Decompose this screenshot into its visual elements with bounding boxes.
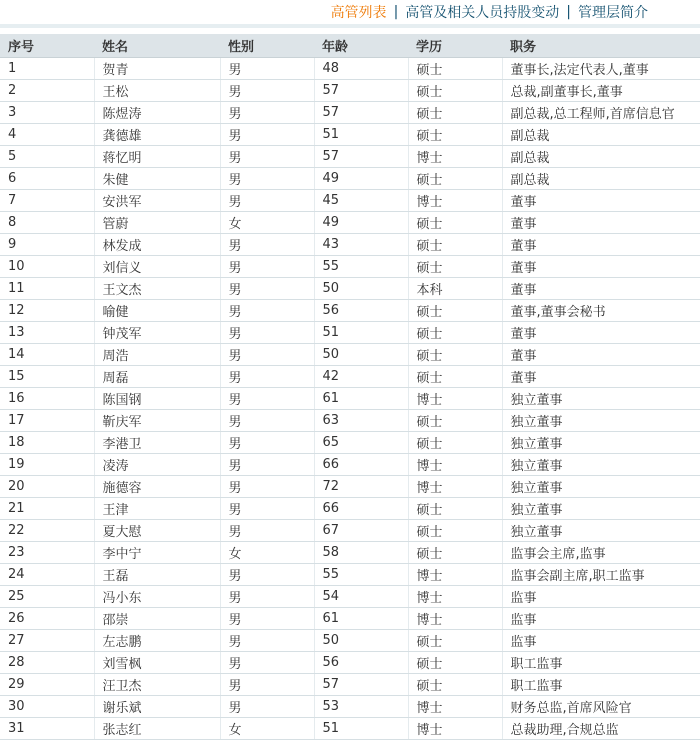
- cell-name: 王磊: [94, 564, 220, 586]
- cell-education: 博士: [408, 476, 502, 498]
- cell-index: 21: [0, 498, 94, 520]
- cell-index: 1: [0, 58, 94, 80]
- cell-index: 9: [0, 234, 94, 256]
- cell-gender: 男: [220, 146, 314, 168]
- cell-position: 董事: [502, 344, 700, 366]
- cell-education: 硕士: [408, 498, 502, 520]
- cell-gender: 男: [220, 102, 314, 124]
- cell-name: 凌涛: [94, 454, 220, 476]
- cell-index: 11: [0, 278, 94, 300]
- cell-position: 副总裁,总工程师,首席信息官: [502, 102, 700, 124]
- cell-name: 钟茂军: [94, 322, 220, 344]
- cell-age: 61: [314, 608, 408, 630]
- cell-gender: 男: [220, 674, 314, 696]
- cell-age: 42: [314, 366, 408, 388]
- cell-gender: 男: [220, 388, 314, 410]
- cell-index: 20: [0, 476, 94, 498]
- cell-gender: 男: [220, 58, 314, 80]
- cell-index: 10: [0, 256, 94, 278]
- cell-education: 硕士: [408, 432, 502, 454]
- col-header-age: 年龄: [314, 34, 408, 58]
- nav-shareholding-changes[interactable]: 高管及相关人员持股变动: [405, 5, 560, 21]
- cell-name: 贺青: [94, 58, 220, 80]
- cell-name: 陈煜涛: [94, 102, 220, 124]
- cell-index: 22: [0, 520, 94, 542]
- table-row: [0, 234, 700, 256]
- nav-executive-list[interactable]: 高管列表: [330, 5, 387, 21]
- cell-name: 陈国钢: [94, 388, 220, 410]
- nav-management-profile[interactable]: 管理层简介: [578, 5, 648, 21]
- cell-index: 8: [0, 212, 94, 234]
- cell-position: 独立董事: [502, 454, 700, 476]
- cell-gender: 男: [220, 80, 314, 102]
- cell-gender: 男: [220, 410, 314, 432]
- table-row: [0, 146, 700, 168]
- cell-name: 王松: [94, 80, 220, 102]
- cell-name: 李港卫: [94, 432, 220, 454]
- col-header-name: 姓名: [94, 34, 220, 58]
- cell-age: 57: [314, 102, 408, 124]
- cell-position: 董事: [502, 190, 700, 212]
- cell-gender: 男: [220, 168, 314, 190]
- cell-position: 副总裁: [502, 124, 700, 146]
- cell-age: 51: [314, 124, 408, 146]
- cell-index: 17: [0, 410, 94, 432]
- cell-index: 14: [0, 344, 94, 366]
- table-row: [0, 630, 700, 652]
- cell-index: 30: [0, 696, 94, 718]
- cell-position: 董事: [502, 234, 700, 256]
- cell-gender: 男: [220, 608, 314, 630]
- cell-education: 博士: [408, 388, 502, 410]
- table-row: [0, 586, 700, 608]
- cell-gender: 男: [220, 564, 314, 586]
- cell-age: 49: [314, 168, 408, 190]
- cell-position: 总裁,副董事长,董事: [502, 80, 700, 102]
- cell-index: 26: [0, 608, 94, 630]
- cell-index: 28: [0, 652, 94, 674]
- cell-position: 监事: [502, 630, 700, 652]
- cell-name: 夏大慰: [94, 520, 220, 542]
- cell-name: 李中宁: [94, 542, 220, 564]
- cell-age: 48: [314, 58, 408, 80]
- cell-education: 硕士: [408, 300, 502, 322]
- cell-index: 16: [0, 388, 94, 410]
- table-row: [0, 190, 700, 212]
- cell-name: 靳庆军: [94, 410, 220, 432]
- cell-gender: 男: [220, 124, 314, 146]
- cell-age: 72: [314, 476, 408, 498]
- cell-position: 董事: [502, 256, 700, 278]
- cell-age: 55: [314, 256, 408, 278]
- cell-age: 63: [314, 410, 408, 432]
- cell-name: 蒋忆明: [94, 146, 220, 168]
- cell-position: 总裁助理,合规总监: [502, 718, 700, 740]
- cell-position: 监事: [502, 608, 700, 630]
- cell-name: 周浩: [94, 344, 220, 366]
- cell-name: 左志鹏: [94, 630, 220, 652]
- cell-age: 58: [314, 542, 408, 564]
- table-row: [0, 322, 700, 344]
- cell-age: 65: [314, 432, 408, 454]
- cell-index: 19: [0, 454, 94, 476]
- cell-education: 本科: [408, 278, 502, 300]
- cell-age: 50: [314, 278, 408, 300]
- cell-name: 施德容: [94, 476, 220, 498]
- cell-gender: 男: [220, 498, 314, 520]
- table-row: [0, 432, 700, 454]
- cell-education: 硕士: [408, 256, 502, 278]
- cell-education: 硕士: [408, 542, 502, 564]
- cell-position: 董事,董事会秘书: [502, 300, 700, 322]
- table-row: [0, 454, 700, 476]
- cell-education: 硕士: [408, 366, 502, 388]
- cell-name: 刘雪枫: [94, 652, 220, 674]
- cell-education: 硕士: [408, 630, 502, 652]
- cell-position: 董事: [502, 366, 700, 388]
- cell-name: 谢乐斌: [94, 696, 220, 718]
- cell-education: 博士: [408, 718, 502, 740]
- table-row: [0, 674, 700, 696]
- cell-gender: 男: [220, 454, 314, 476]
- cell-index: 7: [0, 190, 94, 212]
- cell-education: 硕士: [408, 58, 502, 80]
- cell-age: 45: [314, 190, 408, 212]
- cell-age: 66: [314, 498, 408, 520]
- cell-education: 博士: [408, 454, 502, 476]
- cell-index: 2: [0, 80, 94, 102]
- table-row: [0, 102, 700, 124]
- cell-name: 林发成: [94, 234, 220, 256]
- cell-name: 张志红: [94, 718, 220, 740]
- cell-age: 56: [314, 300, 408, 322]
- table-row: [0, 498, 700, 520]
- cell-index: 23: [0, 542, 94, 564]
- cell-position: 独立董事: [502, 432, 700, 454]
- cell-index: 6: [0, 168, 94, 190]
- cell-name: 周磊: [94, 366, 220, 388]
- table-row: [0, 80, 700, 102]
- cell-position: 独立董事: [502, 388, 700, 410]
- cell-position: 财务总监,首席风险官: [502, 696, 700, 718]
- cell-gender: 男: [220, 696, 314, 718]
- cell-gender: 男: [220, 278, 314, 300]
- cell-gender: 男: [220, 322, 314, 344]
- table-row: [0, 344, 700, 366]
- table-row: [0, 366, 700, 388]
- cell-education: 博士: [408, 190, 502, 212]
- cell-education: 硕士: [408, 410, 502, 432]
- col-header-education: 学历: [408, 34, 502, 58]
- cell-age: 51: [314, 718, 408, 740]
- cell-name: 汪卫杰: [94, 674, 220, 696]
- cell-education: 硕士: [408, 102, 502, 124]
- cell-education: 博士: [408, 586, 502, 608]
- cell-education: 硕士: [408, 674, 502, 696]
- table-row: [0, 564, 700, 586]
- table-row: [0, 388, 700, 410]
- table-row: [0, 300, 700, 322]
- cell-age: 50: [314, 630, 408, 652]
- cell-age: 51: [314, 322, 408, 344]
- cell-age: 53: [314, 696, 408, 718]
- cell-gender: 男: [220, 586, 314, 608]
- cell-gender: 女: [220, 212, 314, 234]
- col-header-index: 序号: [0, 34, 94, 58]
- cell-name: 安洪军: [94, 190, 220, 212]
- cell-gender: 男: [220, 344, 314, 366]
- cell-education: 硕士: [408, 520, 502, 542]
- cell-education: 博士: [408, 608, 502, 630]
- cell-gender: 男: [220, 476, 314, 498]
- cell-index: 3: [0, 102, 94, 124]
- table-header-row: [0, 34, 700, 58]
- cell-gender: 女: [220, 542, 314, 564]
- cell-position: 副总裁: [502, 146, 700, 168]
- cell-gender: 男: [220, 234, 314, 256]
- cell-position: 董事: [502, 322, 700, 344]
- cell-position: 董事: [502, 212, 700, 234]
- col-header-position: 职务: [502, 34, 700, 58]
- col-header-gender: 性别: [220, 34, 314, 58]
- cell-age: 55: [314, 564, 408, 586]
- table-row: [0, 212, 700, 234]
- nav-separator: |: [566, 4, 571, 20]
- table-row: [0, 718, 700, 740]
- cell-age: 57: [314, 80, 408, 102]
- cell-education: 硕士: [408, 322, 502, 344]
- cell-position: 董事长,法定代表人,董事: [502, 58, 700, 80]
- cell-education: 硕士: [408, 212, 502, 234]
- table-row: [0, 476, 700, 498]
- cell-index: 27: [0, 630, 94, 652]
- cell-gender: 男: [220, 190, 314, 212]
- cell-index: 31: [0, 718, 94, 740]
- table-row: [0, 696, 700, 718]
- table-row: [0, 278, 700, 300]
- cell-age: 43: [314, 234, 408, 256]
- cell-age: 54: [314, 586, 408, 608]
- table-row: [0, 256, 700, 278]
- cell-gender: 男: [220, 520, 314, 542]
- cell-age: 67: [314, 520, 408, 542]
- table-row: [0, 520, 700, 542]
- cell-gender: 女: [220, 718, 314, 740]
- cell-index: 18: [0, 432, 94, 454]
- cell-gender: 男: [220, 432, 314, 454]
- table-row: [0, 124, 700, 146]
- cell-index: 24: [0, 564, 94, 586]
- table-row: [0, 168, 700, 190]
- top-nav: [0, 0, 700, 28]
- cell-name: 管蔚: [94, 212, 220, 234]
- cell-age: 57: [314, 674, 408, 696]
- nav-separator: |: [393, 4, 399, 20]
- cell-position: 职工监事: [502, 674, 700, 696]
- table-row: [0, 410, 700, 432]
- cell-age: 66: [314, 454, 408, 476]
- cell-name: 喻健: [94, 300, 220, 322]
- cell-education: 硕士: [408, 80, 502, 102]
- cell-education: 硕士: [408, 124, 502, 146]
- cell-index: 13: [0, 322, 94, 344]
- cell-position: 副总裁: [502, 168, 700, 190]
- cell-age: 61: [314, 388, 408, 410]
- cell-position: 董事: [502, 278, 700, 300]
- cell-name: 刘信义: [94, 256, 220, 278]
- cell-education: 博士: [408, 696, 502, 718]
- cell-position: 独立董事: [502, 520, 700, 542]
- cell-index: 4: [0, 124, 94, 146]
- cell-index: 25: [0, 586, 94, 608]
- cell-index: 12: [0, 300, 94, 322]
- cell-education: 硕士: [408, 168, 502, 190]
- cell-education: 硕士: [408, 652, 502, 674]
- cell-index: 15: [0, 366, 94, 388]
- table-row: [0, 542, 700, 564]
- cell-position: 独立董事: [502, 410, 700, 432]
- cell-gender: 男: [220, 366, 314, 388]
- cell-age: 57: [314, 146, 408, 168]
- cell-name: 龚德雄: [94, 124, 220, 146]
- cell-education: 硕士: [408, 344, 502, 366]
- table-row: [0, 608, 700, 630]
- cell-position: 监事: [502, 586, 700, 608]
- cell-gender: 男: [220, 630, 314, 652]
- cell-name: 王津: [94, 498, 220, 520]
- cell-education: 博士: [408, 146, 502, 168]
- cell-position: 监事会主席,监事: [502, 542, 700, 564]
- cell-education: 博士: [408, 564, 502, 586]
- cell-index: 5: [0, 146, 94, 168]
- cell-position: 监事会副主席,职工监事: [502, 564, 700, 586]
- cell-gender: 男: [220, 256, 314, 278]
- cell-name: 冯小东: [94, 586, 220, 608]
- cell-education: 硕士: [408, 234, 502, 256]
- cell-position: 独立董事: [502, 476, 700, 498]
- cell-age: 50: [314, 344, 408, 366]
- cell-age: 56: [314, 652, 408, 674]
- cell-gender: 男: [220, 300, 314, 322]
- cell-position: 独立董事: [502, 498, 700, 520]
- cell-age: 49: [314, 212, 408, 234]
- executive-table: [0, 34, 700, 740]
- table-row: [0, 652, 700, 674]
- cell-position: 职工监事: [502, 652, 700, 674]
- cell-name: 王文杰: [94, 278, 220, 300]
- cell-index: 29: [0, 674, 94, 696]
- table-body: [0, 58, 700, 740]
- cell-name: 邵崇: [94, 608, 220, 630]
- cell-gender: 男: [220, 652, 314, 674]
- cell-name: 朱健: [94, 168, 220, 190]
- table-row: [0, 58, 700, 80]
